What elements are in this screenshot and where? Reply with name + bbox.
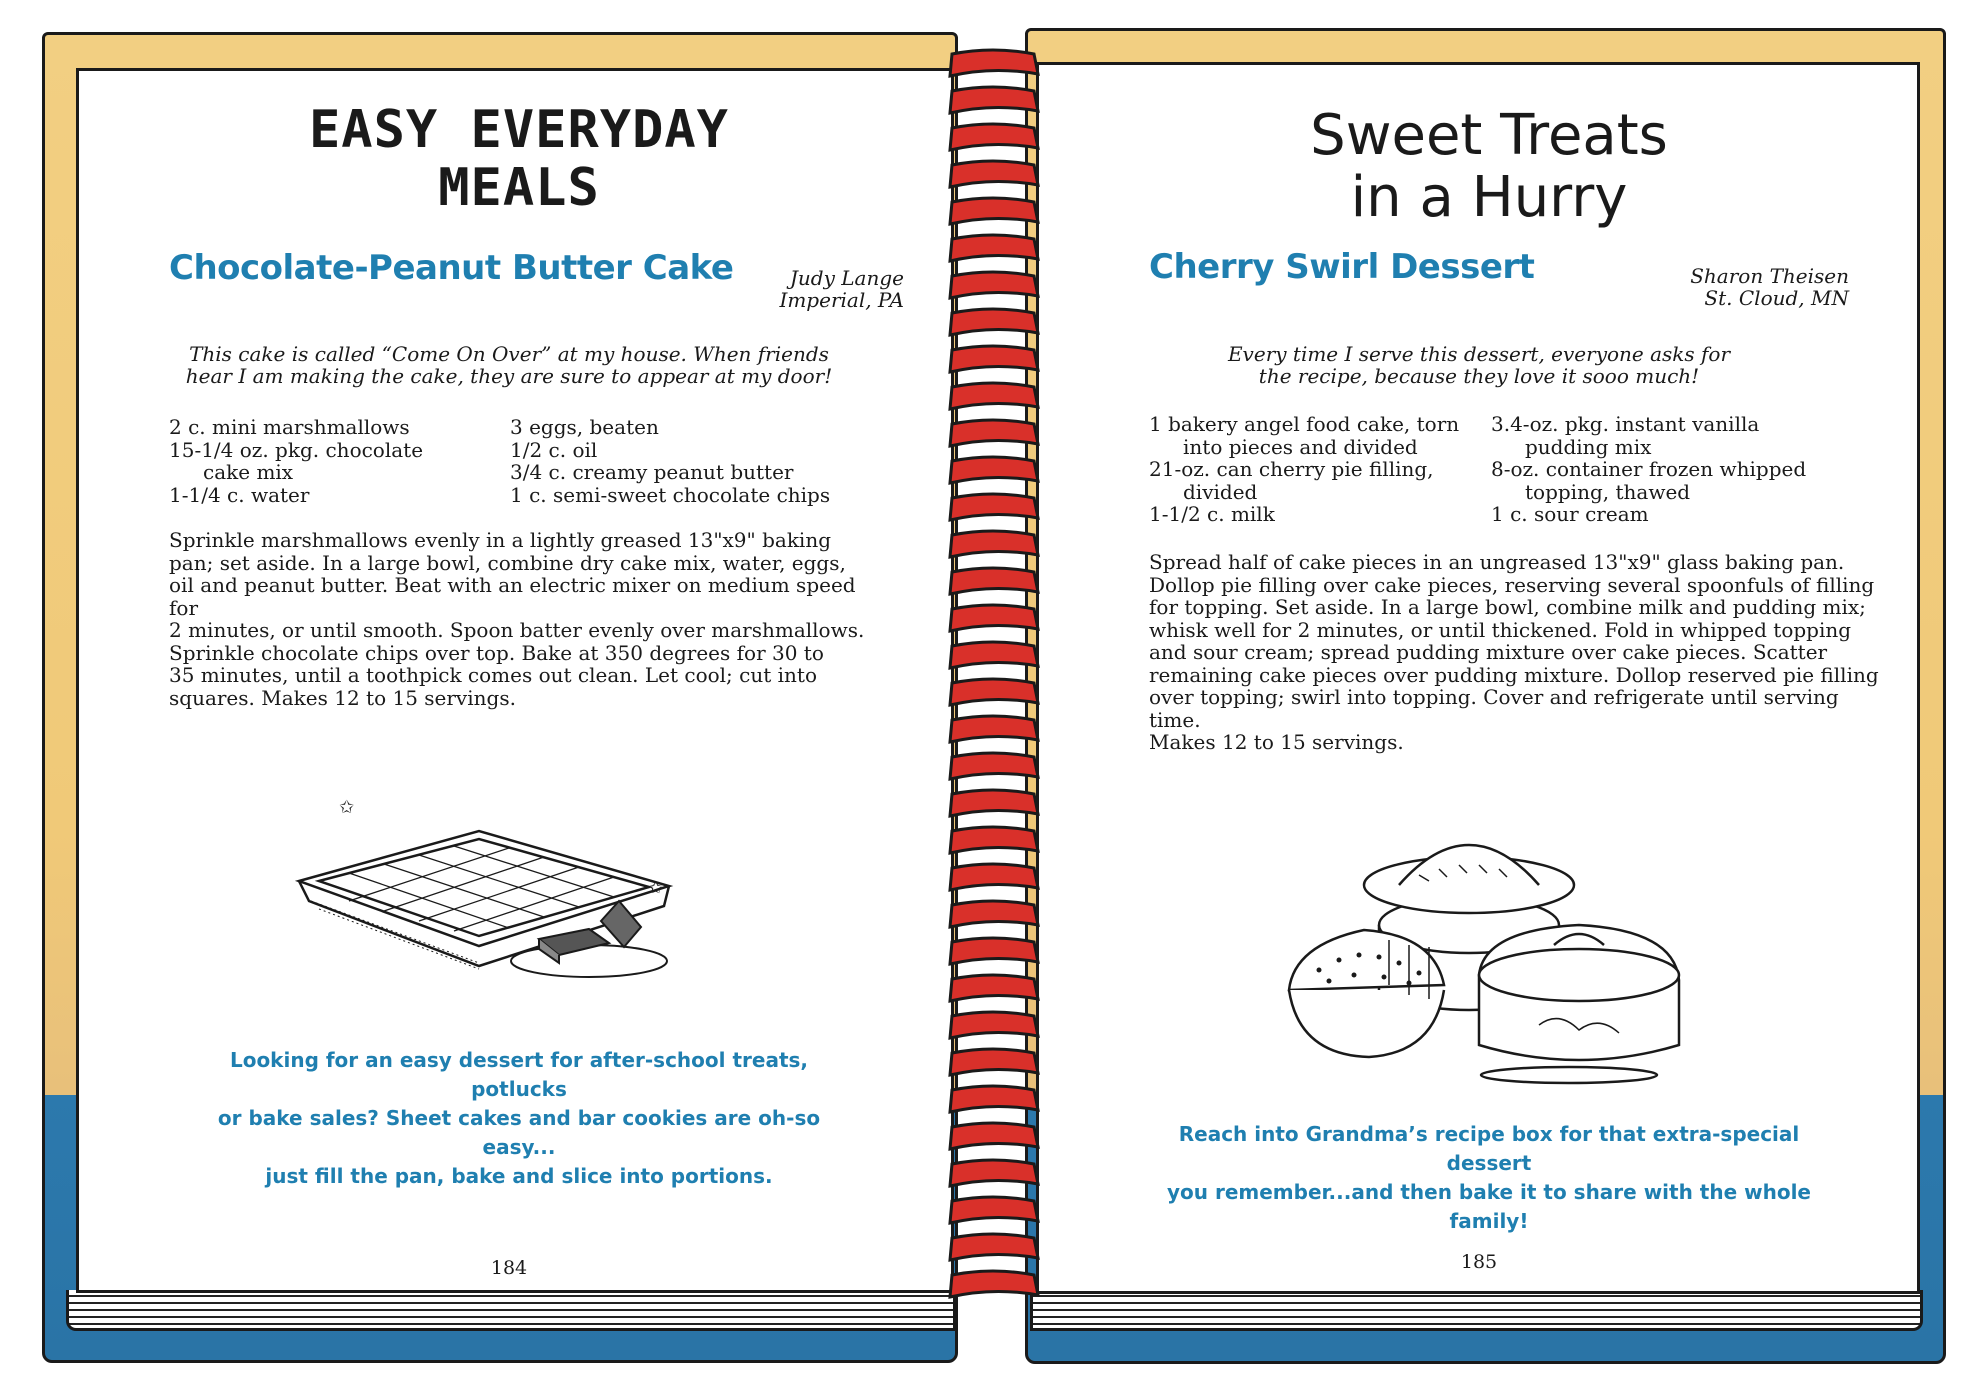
ingredient: cake mix bbox=[203, 460, 294, 484]
spiral-coil bbox=[950, 50, 1038, 76]
recipe-author bbox=[1559, 265, 1849, 309]
ingredients-column-2 bbox=[1491, 413, 1821, 526]
spiral-coil bbox=[950, 235, 1038, 261]
spiral-coil bbox=[950, 1271, 1038, 1297]
spiral-coil bbox=[950, 1160, 1038, 1186]
ingredient: 3/4 c. creamy peanut butter bbox=[510, 460, 794, 484]
spiral-coil bbox=[950, 420, 1038, 446]
ingredient: 1 bakery angel food cake, torn bbox=[1149, 412, 1460, 436]
spiral-coil bbox=[950, 642, 1038, 668]
spiral-coil bbox=[950, 790, 1038, 816]
spiral-coil bbox=[950, 901, 1038, 927]
spiral-binding bbox=[938, 40, 1048, 1310]
spiral-coil bbox=[950, 1197, 1038, 1223]
recipe-intro: This cake is called “Come On Over” at my house. When friends hear I am making the cake, they are sure to appear at my door! bbox=[185, 342, 833, 388]
recipe-author bbox=[639, 267, 904, 311]
page-stack-left bbox=[66, 1290, 956, 1331]
ingredient: 1-1/2 c. milk bbox=[1149, 502, 1275, 526]
spiral-coil bbox=[950, 1086, 1038, 1112]
spiral-coil bbox=[950, 1012, 1038, 1038]
ingredient: 1 c. semi-sweet chocolate chips bbox=[510, 482, 831, 507]
ingredient: 3 eggs, beaten bbox=[510, 415, 659, 439]
spiral-coil bbox=[950, 124, 1038, 150]
spiral-coil bbox=[950, 679, 1038, 705]
pie-and-cake-carrier-illustration bbox=[1269, 785, 1689, 1085]
spiral-coil bbox=[950, 716, 1038, 742]
ingredient: topping, thawed bbox=[1525, 479, 1691, 504]
author-location: St. Cloud, MN bbox=[1704, 286, 1849, 310]
spiral-coil bbox=[950, 1123, 1038, 1149]
spiral-coil bbox=[950, 272, 1038, 298]
ingredient: 1/2 c. oil bbox=[510, 437, 598, 462]
spiral-coil bbox=[950, 457, 1038, 483]
spiral-coil bbox=[950, 938, 1038, 964]
spiral-coil bbox=[950, 827, 1038, 853]
recipe-title: Chocolate-Peanut Butter Cake bbox=[169, 248, 734, 288]
spiral-coil bbox=[950, 346, 1038, 372]
recipe-title: Cherry Swirl Dessert bbox=[1149, 247, 1535, 287]
recipe-tip: Reach into Grandma’s recipe box for that extra-special dessert you remember...and then bake it to share with the whole family! bbox=[1167, 1122, 1811, 1233]
recipe-intro: Every time I serve this dessert, everyone asks for the recipe, because they love it sooo much! bbox=[1227, 342, 1731, 388]
spiral-coil bbox=[950, 568, 1038, 594]
ingredient: 15-1/4 oz. pkg. chocolate bbox=[169, 437, 424, 462]
section-title: Sweet Treats in a Hurry bbox=[1310, 103, 1668, 230]
spiral-coil bbox=[950, 531, 1038, 557]
ingredient: 2 c. mini marshmallows bbox=[169, 415, 410, 439]
spiral-coil bbox=[950, 87, 1038, 113]
recipe-method: Spread half of cake pieces in an ungreased 13"x9" glass baking pan. Dollop pie filling over cake pieces, reserving several spoonfuls of filling for topping. Set aside. In a large bowl, combine milk and pudding mix; whisk well for 2 minutes, or until thickened. Fold in whipped topping and sour cream; spread pudding mixture over cake pieces. Scatter remaining cake pieces over pudding mixture. Dollop reserved pie filling over topping; swirl into topping. Cover and refrigerate until serving time. Makes 12 to 15 servings. bbox=[1149, 550, 1879, 754]
left-page bbox=[76, 68, 954, 1293]
right-page bbox=[1036, 62, 1920, 1294]
ingredient: 8-oz. container frozen whipped bbox=[1491, 457, 1807, 481]
author-location: Imperial, PA bbox=[779, 288, 904, 312]
spiral-coil bbox=[950, 1049, 1038, 1075]
svg-text:✩: ✩ bbox=[339, 797, 355, 818]
page-number: 184 bbox=[490, 1257, 528, 1279]
spiral-coil bbox=[950, 309, 1038, 335]
ingredients-column-1 bbox=[169, 416, 499, 506]
ingredient: 1 c. sour cream bbox=[1491, 502, 1649, 526]
spiral-coil bbox=[950, 383, 1038, 409]
ingredient: 21-oz. can cherry pie filling, bbox=[1149, 457, 1434, 481]
spiral-coil bbox=[950, 864, 1038, 890]
ingredient: 3.4-oz. pkg. instant vanilla bbox=[1491, 412, 1760, 436]
spiral-coil bbox=[950, 753, 1038, 779]
spiral-coil bbox=[950, 198, 1038, 224]
section-title: EASY EVERYDAY MEALS bbox=[309, 100, 729, 218]
spiral-coil bbox=[950, 1234, 1038, 1260]
ingredients-column-1 bbox=[1149, 413, 1479, 526]
ingredient: 1-1/4 c. water bbox=[169, 482, 310, 507]
ingredient: pudding mix bbox=[1525, 434, 1652, 459]
spiral-coil bbox=[950, 161, 1038, 187]
ingredient: into pieces and divided bbox=[1183, 434, 1418, 459]
page-number: 185 bbox=[1460, 1251, 1498, 1273]
recipe-method: Sprinkle marshmallows evenly in a lightly greased 13"x9" baking pan; set aside. In a large bowl, combine dry cake mix, water, eggs, oil and peanut butter. Beat with an electric mixer on medium speed for 2 minutes, or until smooth. Spoon batter evenly over marshmallows. Sprinkle chocolate chips over top. Bake at 350 degrees for 30 to 35 minutes, until a toothpick comes out clean. Let cool; cut into squares. Makes 12 to 15 servings. bbox=[169, 528, 865, 710]
recipe-tip: Looking for an easy dessert for after-school treats, potlucks or bake sales? Sheet cakes and bar cookies are oh-so easy... just fill the pan, bake and slice into portions. bbox=[217, 1048, 821, 1188]
svg-text:✩: ✩ bbox=[649, 878, 663, 897]
baking-pan-illustration bbox=[289, 751, 689, 991]
page-stack-right bbox=[1030, 1290, 1923, 1331]
ingredient: divided bbox=[1183, 479, 1258, 504]
ingredients-column-2 bbox=[510, 416, 840, 506]
spiral-coil bbox=[950, 605, 1038, 631]
spiral-coil bbox=[950, 975, 1038, 1001]
author-name: Sharon Theisen bbox=[1690, 264, 1849, 288]
spiral-coil bbox=[950, 494, 1038, 520]
author-name: Judy Lange bbox=[789, 266, 904, 290]
